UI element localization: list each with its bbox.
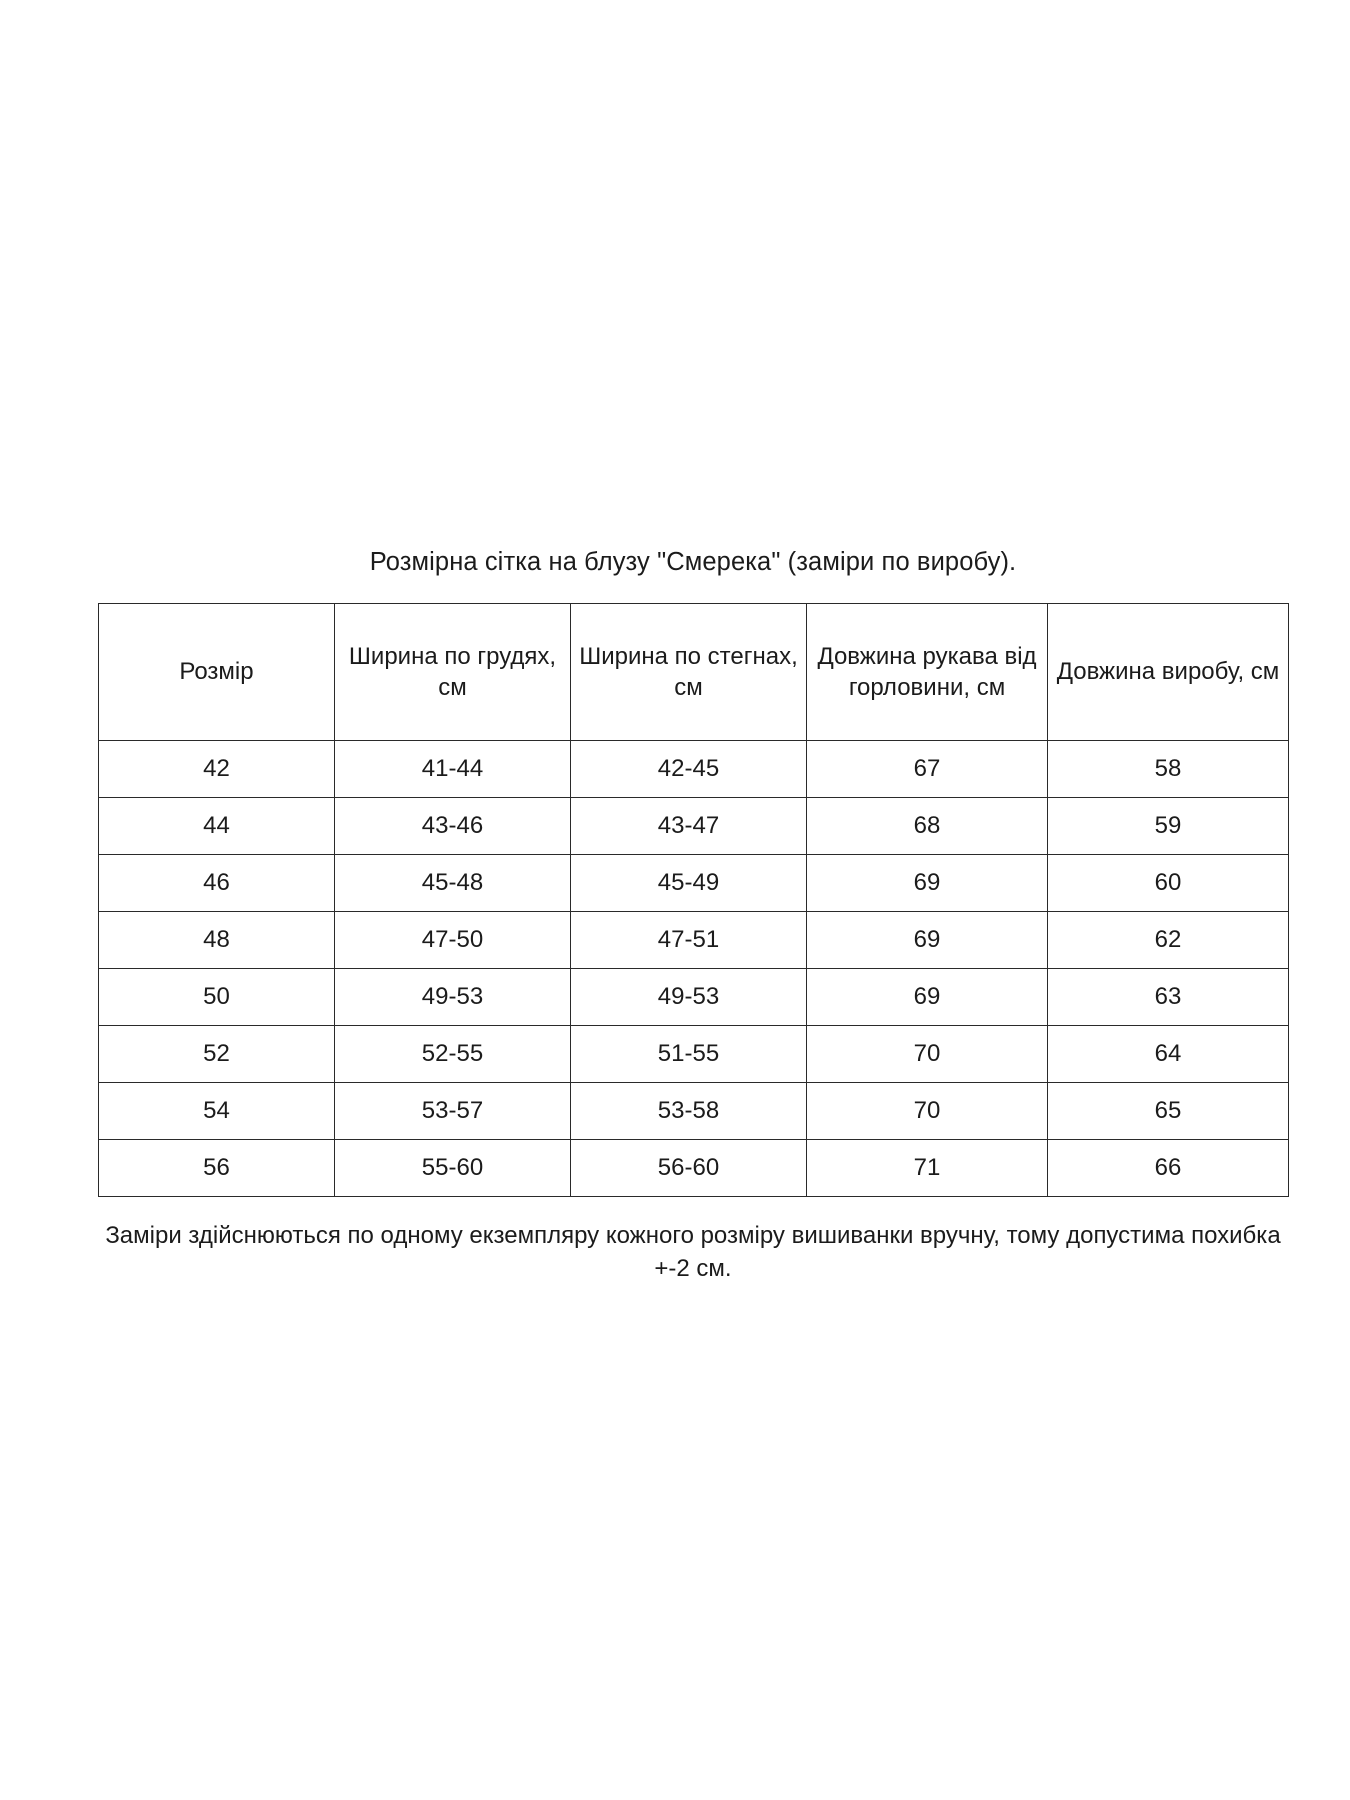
cell-hip-width: 43-47 <box>571 798 807 855</box>
cell-chest-width: 45-48 <box>335 855 571 912</box>
cell-sleeve-length: 69 <box>807 969 1048 1026</box>
cell-hip-width: 42-45 <box>571 741 807 798</box>
cell-sleeve-length: 68 <box>807 798 1048 855</box>
cell-product-length: 65 <box>1048 1083 1289 1140</box>
cell-hip-width: 45-49 <box>571 855 807 912</box>
cell-sleeve-length: 71 <box>807 1140 1048 1197</box>
cell-size: 50 <box>99 969 335 1026</box>
table-header-row <box>99 604 1289 741</box>
column-header-sleeve-length: Довжина рукава від горловини, см <box>807 604 1048 741</box>
table-row <box>99 912 1289 969</box>
page-title: Розмірна сітка на блузу "Смерека" (заміри по виробу). <box>369 548 1017 576</box>
cell-hip-width: 47-51 <box>571 912 807 969</box>
cell-product-length: 58 <box>1048 741 1289 798</box>
cell-chest-width: 43-46 <box>335 798 571 855</box>
cell-product-length: 62 <box>1048 912 1289 969</box>
cell-product-length: 60 <box>1048 855 1289 912</box>
table-row <box>99 969 1289 1026</box>
table-row <box>99 798 1289 855</box>
cell-chest-width: 52-55 <box>335 1026 571 1083</box>
cell-hip-width: 53-58 <box>571 1083 807 1140</box>
cell-size: 44 <box>99 798 335 855</box>
table-row <box>99 1083 1289 1140</box>
cell-sleeve-length: 70 <box>807 1083 1048 1140</box>
cell-hip-width: 49-53 <box>571 969 807 1026</box>
cell-product-length: 63 <box>1048 969 1289 1026</box>
cell-size: 48 <box>99 912 335 969</box>
cell-size: 52 <box>99 1026 335 1083</box>
column-header-product-length: Довжина виробу, см <box>1048 604 1289 741</box>
cell-sleeve-length: 70 <box>807 1026 1048 1083</box>
column-header-chest-width: Ширина по грудях, см <box>335 604 571 741</box>
cell-size: 54 <box>99 1083 335 1140</box>
size-chart-block <box>98 548 1288 1285</box>
cell-sleeve-length: 69 <box>807 912 1048 969</box>
cell-chest-width: 49-53 <box>335 969 571 1026</box>
cell-size: 46 <box>99 855 335 912</box>
column-header-hip-width: Ширина по стегнах, см <box>571 604 807 741</box>
cell-chest-width: 53-57 <box>335 1083 571 1140</box>
cell-product-length: 64 <box>1048 1026 1289 1083</box>
cell-hip-width: 51-55 <box>571 1026 807 1083</box>
cell-chest-width: 41-44 <box>335 741 571 798</box>
column-header-size: Розмір <box>99 604 335 741</box>
table-row <box>99 741 1289 798</box>
measurement-note: Заміри здійснюються по одному екземпляру кожного розміру вишиванки вручну, тому допустима похибка +-2 см. <box>105 1222 1281 1283</box>
table-row <box>99 855 1289 912</box>
cell-size: 56 <box>99 1140 335 1197</box>
cell-size: 42 <box>99 741 335 798</box>
cell-hip-width: 56-60 <box>571 1140 807 1197</box>
table-row <box>99 1026 1289 1083</box>
size-table <box>98 603 1289 1197</box>
cell-sleeve-length: 69 <box>807 855 1048 912</box>
cell-chest-width: 55-60 <box>335 1140 571 1197</box>
cell-chest-width: 47-50 <box>335 912 571 969</box>
table-row <box>99 1140 1289 1197</box>
cell-product-length: 59 <box>1048 798 1289 855</box>
cell-sleeve-length: 67 <box>807 741 1048 798</box>
cell-product-length: 66 <box>1048 1140 1289 1197</box>
